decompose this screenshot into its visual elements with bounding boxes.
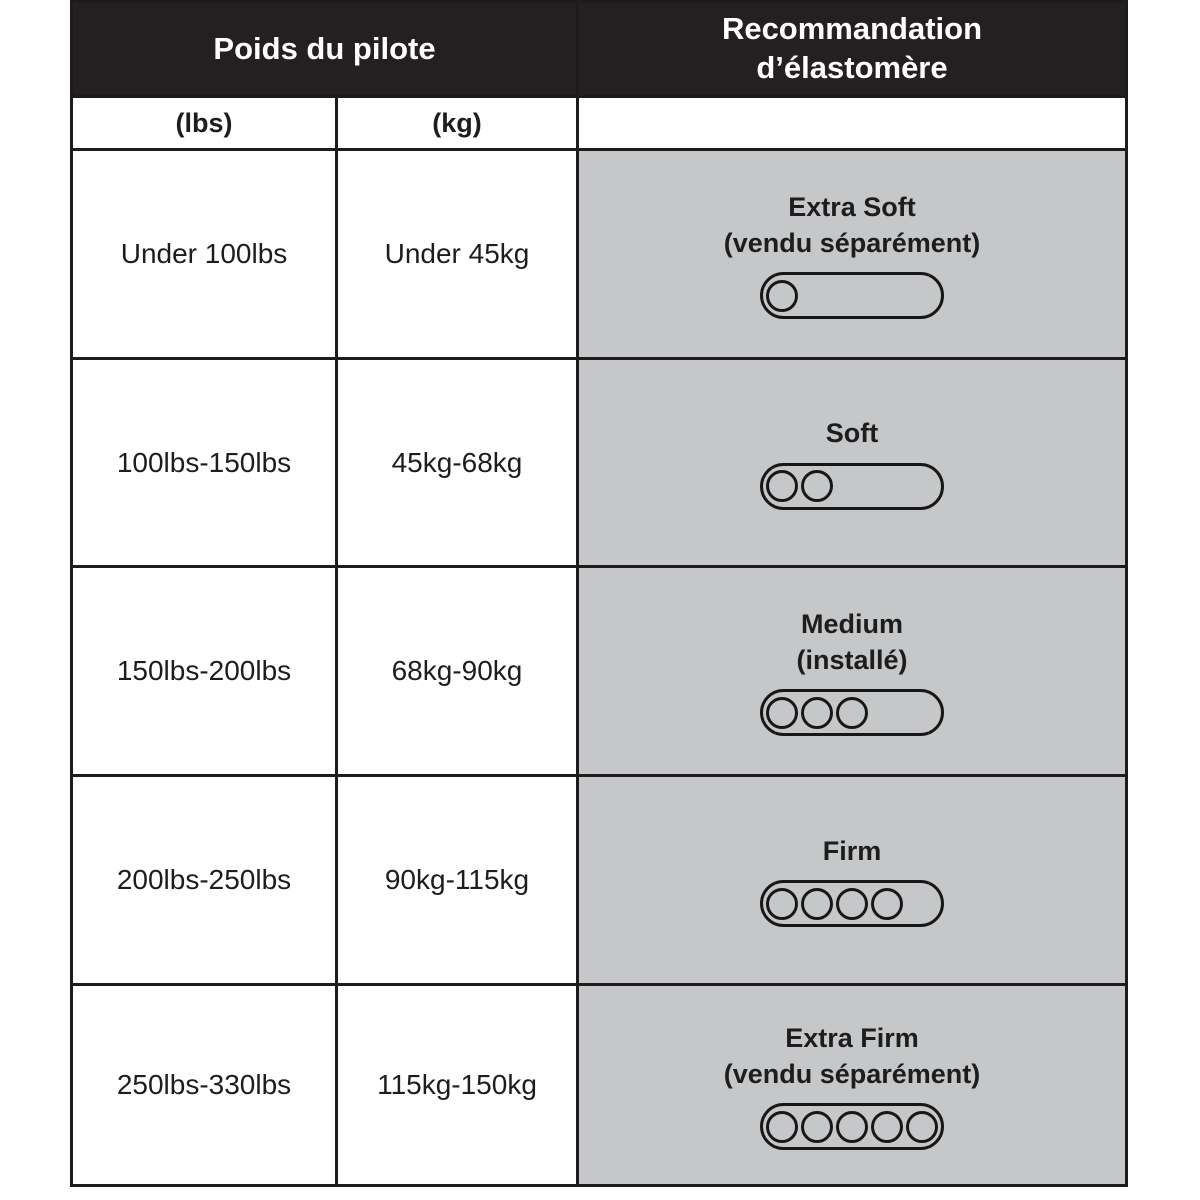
firmness-label: Firm bbox=[822, 835, 882, 866]
weight-lbs-cell bbox=[73, 360, 335, 565]
firmness-note: (installé) bbox=[796, 645, 908, 675]
firmness-pill-icon bbox=[760, 272, 944, 319]
weight-lbs-value: 150lbs-200lbs bbox=[116, 655, 292, 686]
subheader-lbs bbox=[73, 98, 335, 148]
elastomer-dot bbox=[801, 470, 833, 502]
weight-lbs-value: Under 100lbs bbox=[120, 238, 288, 269]
subheader-lbs-label: (lbs) bbox=[175, 107, 233, 138]
header-elastomer-recommendation bbox=[579, 3, 1125, 95]
elastomer-dot bbox=[766, 888, 798, 920]
header-rider-weight bbox=[73, 3, 576, 95]
elastomer-dot bbox=[836, 697, 868, 729]
firmness-pill-icon bbox=[760, 689, 944, 736]
recommendation-cell bbox=[579, 568, 1125, 774]
weight-kg-value: Under 45kg bbox=[384, 238, 530, 269]
weight-kg-cell bbox=[338, 777, 576, 983]
firmness-label: Medium bbox=[800, 608, 903, 639]
recommendation-cell bbox=[579, 151, 1125, 357]
firmness-note: (vendu séparément) bbox=[723, 228, 981, 258]
elastomer-recommendation-table bbox=[70, 0, 1128, 1187]
weight-kg-value: 45kg-68kg bbox=[391, 446, 523, 478]
elastomer-dot bbox=[836, 888, 868, 920]
weight-kg-cell bbox=[338, 568, 576, 774]
firmness-pill-icon bbox=[760, 880, 944, 927]
weight-kg-cell bbox=[338, 986, 576, 1184]
weight-kg-cell bbox=[338, 360, 576, 565]
firmness-pill-icon bbox=[760, 1103, 944, 1150]
weight-lbs-cell bbox=[73, 986, 335, 1184]
weight-kg-value: 68kg-90kg bbox=[391, 655, 523, 686]
firmness-note: (vendu séparément) bbox=[723, 1059, 981, 1089]
elastomer-dot bbox=[766, 280, 798, 312]
elastomer-dot bbox=[836, 1111, 868, 1143]
weight-lbs-cell bbox=[73, 568, 335, 774]
weight-lbs-cell bbox=[73, 151, 335, 357]
elastomer-dot bbox=[801, 1111, 833, 1143]
firmness-pill-icon bbox=[760, 463, 944, 510]
elastomer-dot bbox=[766, 470, 798, 502]
weight-lbs-value: 250lbs-330lbs bbox=[116, 1069, 292, 1100]
elastomer-dot bbox=[766, 1111, 798, 1143]
header-elastomer-recommendation-line2: d’élastomère bbox=[756, 50, 948, 85]
weight-lbs-value: 200lbs-250lbs bbox=[116, 864, 292, 895]
recommendation-cell bbox=[579, 777, 1125, 983]
firmness-label: Extra Soft bbox=[788, 191, 916, 222]
elastomer-dot bbox=[801, 697, 833, 729]
firmness-label: Extra Firm bbox=[785, 1022, 919, 1053]
elastomer-dot bbox=[801, 888, 833, 920]
subheader-kg-label: (kg) bbox=[432, 107, 482, 138]
firmness-label: Soft bbox=[825, 418, 879, 449]
header-rider-weight-label: Poids du pilote bbox=[213, 30, 436, 66]
header-elastomer-recommendation-line1: Recommandation bbox=[721, 11, 983, 47]
weight-kg-value: 90kg-115kg bbox=[384, 864, 530, 895]
weight-lbs-cell bbox=[73, 777, 335, 983]
elastomer-dot bbox=[871, 1111, 903, 1143]
elastomer-dot bbox=[871, 888, 903, 920]
subheader-kg bbox=[338, 98, 576, 148]
elastomer-dot bbox=[766, 697, 798, 729]
subheader-empty bbox=[579, 98, 1125, 148]
weight-kg-value: 115kg-150kg bbox=[377, 1069, 537, 1100]
weight-kg-cell bbox=[338, 151, 576, 357]
elastomer-dot bbox=[906, 1111, 938, 1143]
recommendation-cell bbox=[579, 360, 1125, 565]
recommendation-cell bbox=[579, 986, 1125, 1184]
weight-lbs-value: 100lbs-150lbs bbox=[116, 446, 292, 478]
